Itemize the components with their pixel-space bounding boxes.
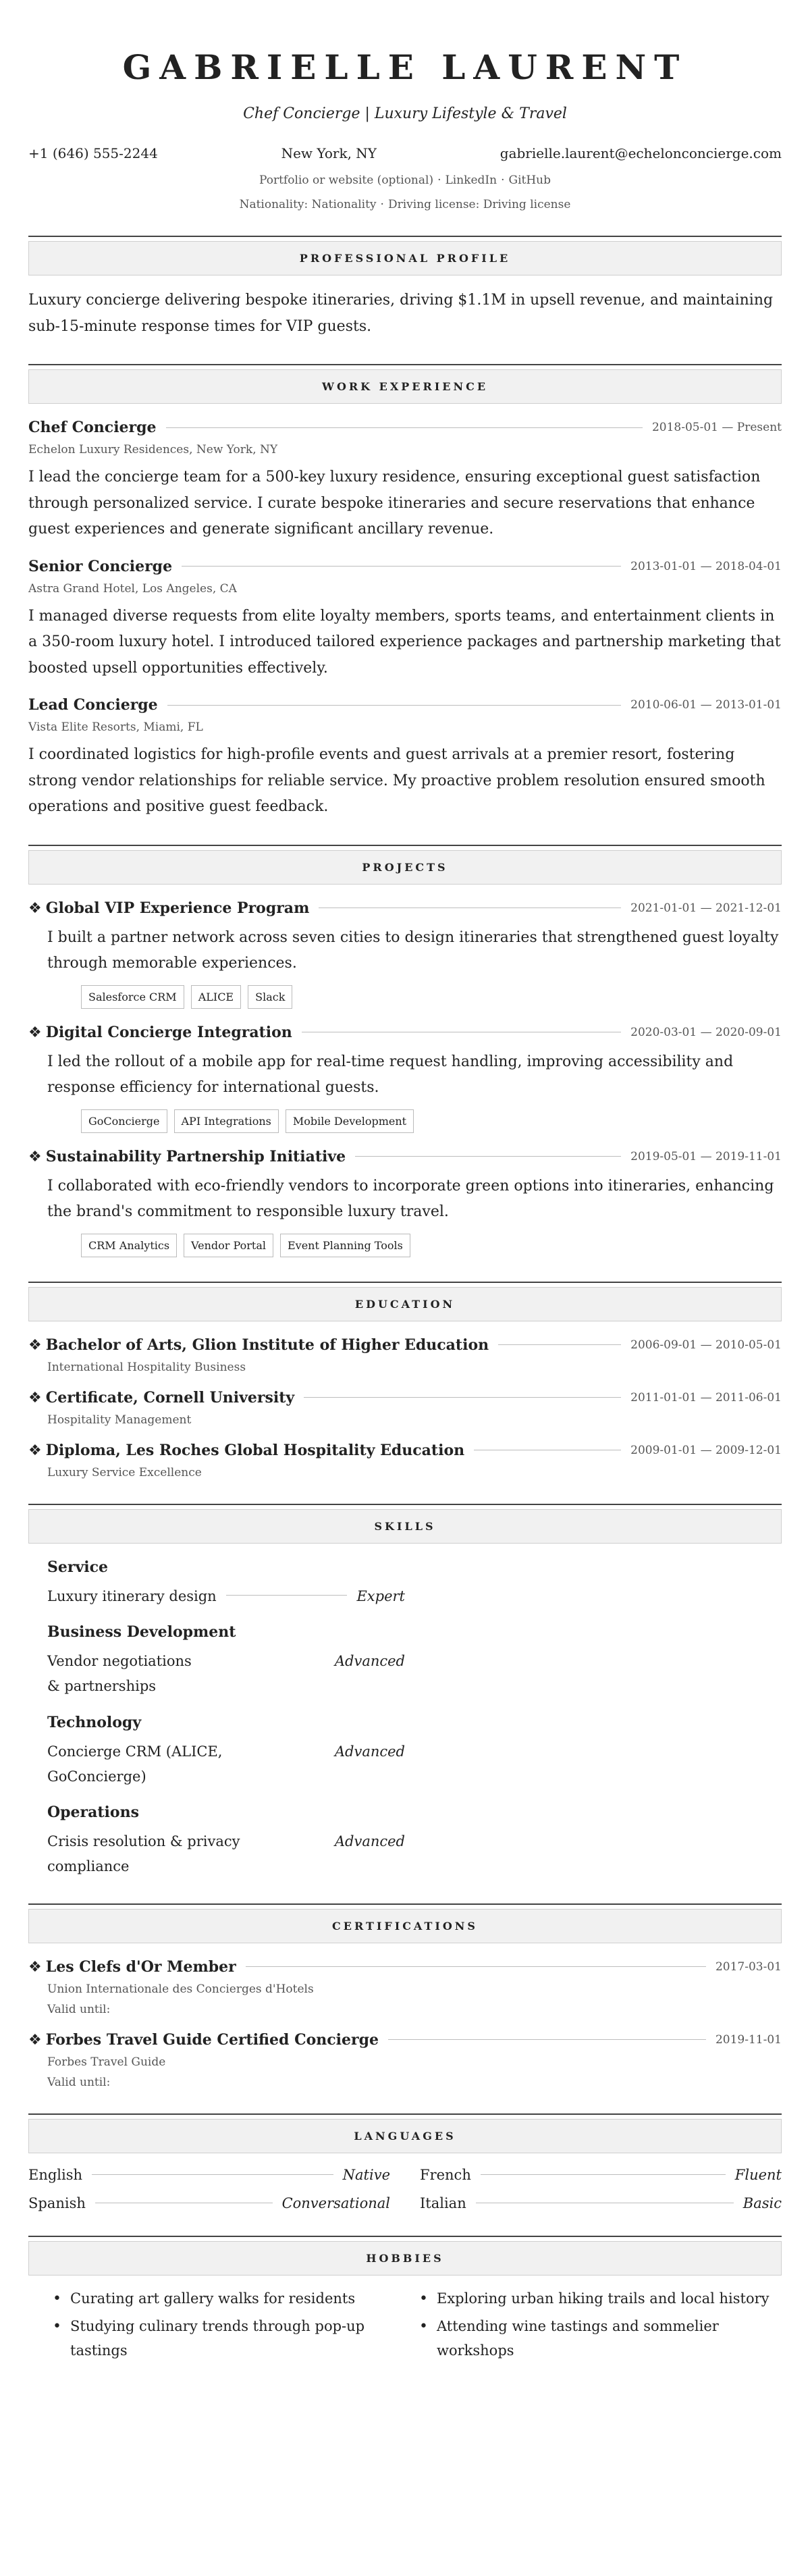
job-title: Chef Concierge	[28, 419, 157, 436]
languages-list	[28, 2167, 782, 2211]
skill-name: Vendor negotiations & partnerships	[47, 1653, 192, 1694]
project-dates: 2019-05-01 — 2019-11-01	[630, 1149, 782, 1163]
certification-validity: Valid until:	[47, 2075, 111, 2089]
leader-line	[246, 1966, 706, 1967]
hobby-item: • Exploring urban hiking trails and local history	[437, 2286, 782, 2311]
leader-line	[355, 1156, 621, 1157]
project-title	[28, 1024, 292, 1041]
section-divider	[28, 1504, 782, 1505]
skill-item	[47, 1584, 405, 1609]
skill-name: Luxury itinerary design	[47, 1587, 217, 1604]
skill-item	[47, 1829, 405, 1879]
project-description: I led the rollout of a mobile app for real-time request handling, improving accessibility and response efficiency for international guests.	[47, 1053, 734, 1096]
tag: GoConcierge	[81, 1109, 167, 1133]
leader-line	[388, 2039, 706, 2040]
tag: Slack	[248, 985, 292, 1009]
education-entry	[28, 1336, 782, 1374]
degree-name: Diploma, Les Roches Global Hospitality Education	[45, 1441, 465, 1459]
experience-entry	[28, 558, 782, 682]
field-of-study: Luxury Service Excellence	[47, 1465, 202, 1479]
education-dates: 2009-01-01 — 2009-12-01	[630, 1443, 782, 1457]
language-name: English	[28, 2166, 83, 2183]
section-divider	[28, 2236, 782, 2237]
projects-section	[28, 845, 782, 1257]
project-description: I built a partner network across seven cities to design itineraries that strengthened guest loyalty through memorable experiences.	[47, 928, 779, 972]
section-divider	[28, 1903, 782, 1905]
project-entry	[28, 1148, 782, 1257]
project-entry	[28, 1024, 782, 1133]
location: New York, NY	[281, 145, 377, 161]
languages-section	[28, 2113, 782, 2211]
job-description: I managed diverse requests from elite loyalty members, sports teams, and entertainment clients in a 350-room luxury hotel. I introduced tailored experience packages and partnership marketing that boosted upsell opportunities effectively.	[28, 607, 781, 677]
separator: ·	[437, 174, 441, 187]
project-tags	[28, 985, 782, 1009]
degree-title	[28, 1442, 464, 1459]
language-item	[28, 2195, 390, 2211]
employer: Astra Grand Hotel, Los Angeles, CA	[28, 581, 237, 596]
skill-category: Technology	[47, 1713, 142, 1731]
leader-line	[481, 2174, 726, 2175]
hobby-item: • Curating art gallery walks for residents	[70, 2286, 395, 2311]
project-name: Sustainability Partnership Initiative	[45, 1147, 346, 1165]
hobbies-column-right	[415, 2286, 782, 2366]
skill-level: Advanced	[334, 1743, 405, 1760]
phone[interactable]: +1 (646) 555-2244	[28, 145, 158, 161]
tag: API Integrations	[174, 1109, 279, 1133]
project-tags	[28, 1109, 782, 1133]
education-section	[28, 1282, 782, 1479]
job-dates: 2010-06-01 — 2013-01-01	[630, 698, 782, 712]
leader-line	[498, 1344, 621, 1345]
certifications-section	[28, 1903, 782, 2089]
section-title: HOBBIES	[28, 2241, 782, 2276]
degree-title	[28, 1389, 294, 1407]
skill-name: Concierge CRM (ALICE, GoConcierge)	[47, 1743, 223, 1785]
leader-line	[166, 427, 643, 428]
language-item	[420, 2195, 782, 2211]
profile-summary: Luxury concierge delivering bespoke itineraries, driving $1.1M in upsell revenue, and maintaining sub-15-minute response times for VIP guests.	[28, 292, 774, 335]
certification-title	[28, 1958, 236, 1976]
leader-line	[92, 2174, 333, 2175]
language-level: Native	[342, 2166, 390, 2183]
certification-validity: Valid until:	[47, 2002, 111, 2016]
certification-entry	[28, 2031, 782, 2089]
skill-item	[47, 1649, 405, 1699]
skill-category: Business Development	[47, 1623, 236, 1641]
language-item	[28, 2167, 390, 2183]
section-divider	[28, 236, 782, 237]
field-of-study: Hospitality Management	[47, 1413, 192, 1427]
language-name: Italian	[420, 2194, 466, 2211]
project-tags	[28, 1234, 782, 1257]
language-name: French	[420, 2166, 471, 2183]
skill-name: Crisis resolution & privacy compliance	[47, 1833, 240, 1874]
tag: Mobile Development	[286, 1109, 414, 1133]
skill-category: Service	[47, 1558, 109, 1576]
field-of-study: International Hospitality Business	[47, 1360, 246, 1374]
linkedin-link[interactable]: LinkedIn	[445, 174, 497, 187]
project-title	[28, 1148, 346, 1165]
portfolio-link[interactable]: Portfolio or website (optional)	[259, 174, 434, 187]
project-name: Digital Concierge Integration	[45, 1023, 292, 1041]
project-entry	[28, 899, 782, 1009]
project-name: Global VIP Experience Program	[45, 899, 310, 917]
tag: Vendor Portal	[184, 1234, 273, 1257]
profile-section	[28, 236, 782, 340]
certification-date: 2017-03-01	[715, 1960, 782, 1974]
employer: Echelon Luxury Residences, New York, NY	[28, 443, 278, 456]
skill-level: Advanced	[334, 1653, 405, 1670]
leader-line	[167, 705, 621, 706]
education-entry	[28, 1389, 782, 1427]
diamond-bullet-icon: ❖	[28, 1389, 42, 1407]
diamond-bullet-icon: ❖	[28, 1148, 42, 1165]
project-dates: 2020-03-01 — 2020-09-01	[630, 1025, 782, 1039]
section-title: PROFESSIONAL PROFILE	[28, 241, 782, 275]
certification-title	[28, 2031, 379, 2049]
diamond-bullet-icon: ❖	[28, 1958, 42, 1976]
experience-entry	[28, 696, 782, 820]
diamond-bullet-icon: ❖	[28, 899, 42, 917]
language-level: Conversational	[281, 2194, 390, 2211]
job-title: Lead Concierge	[28, 696, 158, 714]
section-title: LANGUAGES	[28, 2119, 782, 2153]
language-level: Basic	[742, 2194, 782, 2211]
diamond-bullet-icon: ❖	[28, 2031, 42, 2049]
degree-name: Certificate, Cornell University	[45, 1388, 295, 1407]
section-title: PROJECTS	[28, 850, 782, 885]
skills-list	[28, 1558, 782, 1879]
section-title: SKILLS	[28, 1509, 782, 1544]
hobbies-section	[28, 2236, 782, 2366]
section-title: EDUCATION	[28, 1287, 782, 1321]
job-description: I coordinated logistics for high-profile events and guest arrivals at a premier resort, fostering strong vendor relationships for reliable service. My proactive problem resolution ensured smooth operations and positive guest feedback.	[28, 746, 765, 815]
leader-line	[182, 566, 621, 567]
github-link[interactable]: GitHub	[508, 174, 551, 187]
hobby-item: • Studying culinary trends through pop-up tastings	[70, 2314, 395, 2364]
email[interactable]: gabrielle.laurent@echelonconcierge.com	[500, 145, 782, 161]
tag: Salesforce CRM	[81, 985, 184, 1009]
section-divider	[28, 364, 782, 365]
language-item	[420, 2167, 782, 2183]
certification-name: Les Clefs d'Or Member	[45, 1957, 236, 1976]
skill-level: Expert	[356, 1587, 405, 1604]
certification-entry	[28, 1958, 782, 2016]
section-divider	[28, 845, 782, 846]
tag: ALICE	[191, 985, 241, 1009]
experience-section	[28, 364, 782, 820]
hobby-item: • Attending wine tastings and sommelier workshops	[437, 2314, 782, 2364]
job-dates: 2018-05-01 — Present	[651, 421, 782, 434]
diamond-bullet-icon: ❖	[28, 1336, 42, 1354]
separator: ·	[501, 174, 505, 187]
certification-date: 2019-11-01	[715, 2032, 782, 2047]
separator: ·	[380, 198, 384, 211]
experience-entry	[28, 419, 782, 543]
certification-issuer: Union Internationale des Concierges d'Hotels	[47, 1982, 314, 1996]
job-title: Senior Concierge	[28, 557, 173, 575]
tag: CRM Analytics	[81, 1234, 177, 1257]
certification-issuer: Forbes Travel Guide	[47, 2055, 166, 2069]
certification-name: Forbes Travel Guide Certified Concierge	[45, 2030, 379, 2049]
skill-level: Advanced	[334, 1833, 405, 1850]
links-line	[28, 174, 782, 187]
skills-section	[28, 1504, 782, 1879]
language-level: Fluent	[734, 2166, 782, 2183]
project-description: I collaborated with eco-friendly vendors to incorporate green options into itineraries, enhancing the brand's commitment to responsible luxury travel.	[47, 1177, 774, 1220]
education-dates: 2006-09-01 — 2010-05-01	[630, 1338, 782, 1352]
section-divider	[28, 2113, 782, 2115]
job-dates: 2013-01-01 — 2018-04-01	[630, 559, 782, 573]
driving-license: Driving license: Driving license	[387, 198, 571, 211]
resume-header	[28, 47, 782, 211]
nationality: Nationality: Nationality	[239, 198, 377, 211]
education-dates: 2011-01-01 — 2011-06-01	[630, 1390, 782, 1404]
section-title: CERTIFICATIONS	[28, 1909, 782, 1943]
project-title	[28, 899, 309, 917]
contact-row	[28, 145, 782, 161]
hobbies-list	[28, 2286, 782, 2366]
degree-name: Bachelor of Arts, Glion Institute of Higher Education	[45, 1336, 489, 1354]
section-title: WORK EXPERIENCE	[28, 369, 782, 404]
degree-title	[28, 1336, 489, 1354]
diamond-bullet-icon: ❖	[28, 1024, 42, 1041]
candidate-title: Chef Concierge | Luxury Lifestyle & Travel	[243, 105, 567, 122]
leader-line	[304, 1397, 621, 1398]
job-description: I lead the concierge team for a 500-key luxury residence, ensuring exceptional guest satisfaction through personalized service. I curate bespoke itineraries and secure reservations that enhance guest experiences and generate significant ancillary revenue.	[28, 469, 761, 537]
diamond-bullet-icon: ❖	[28, 1442, 42, 1459]
details-line	[28, 198, 782, 211]
tag: Event Planning Tools	[280, 1234, 410, 1257]
skill-item	[47, 1739, 405, 1789]
candidate-name: GABRIELLE LAURENT	[122, 47, 688, 87]
section-divider	[28, 1282, 782, 1283]
hobbies-column-left	[28, 2286, 395, 2366]
skill-category: Operations	[47, 1804, 139, 1822]
education-entry	[28, 1442, 782, 1479]
language-name: Spanish	[28, 2194, 86, 2211]
leader-line	[226, 1595, 348, 1596]
employer: Vista Elite Resorts, Miami, FL	[28, 720, 203, 734]
project-dates: 2021-01-01 — 2021-12-01	[630, 901, 782, 915]
